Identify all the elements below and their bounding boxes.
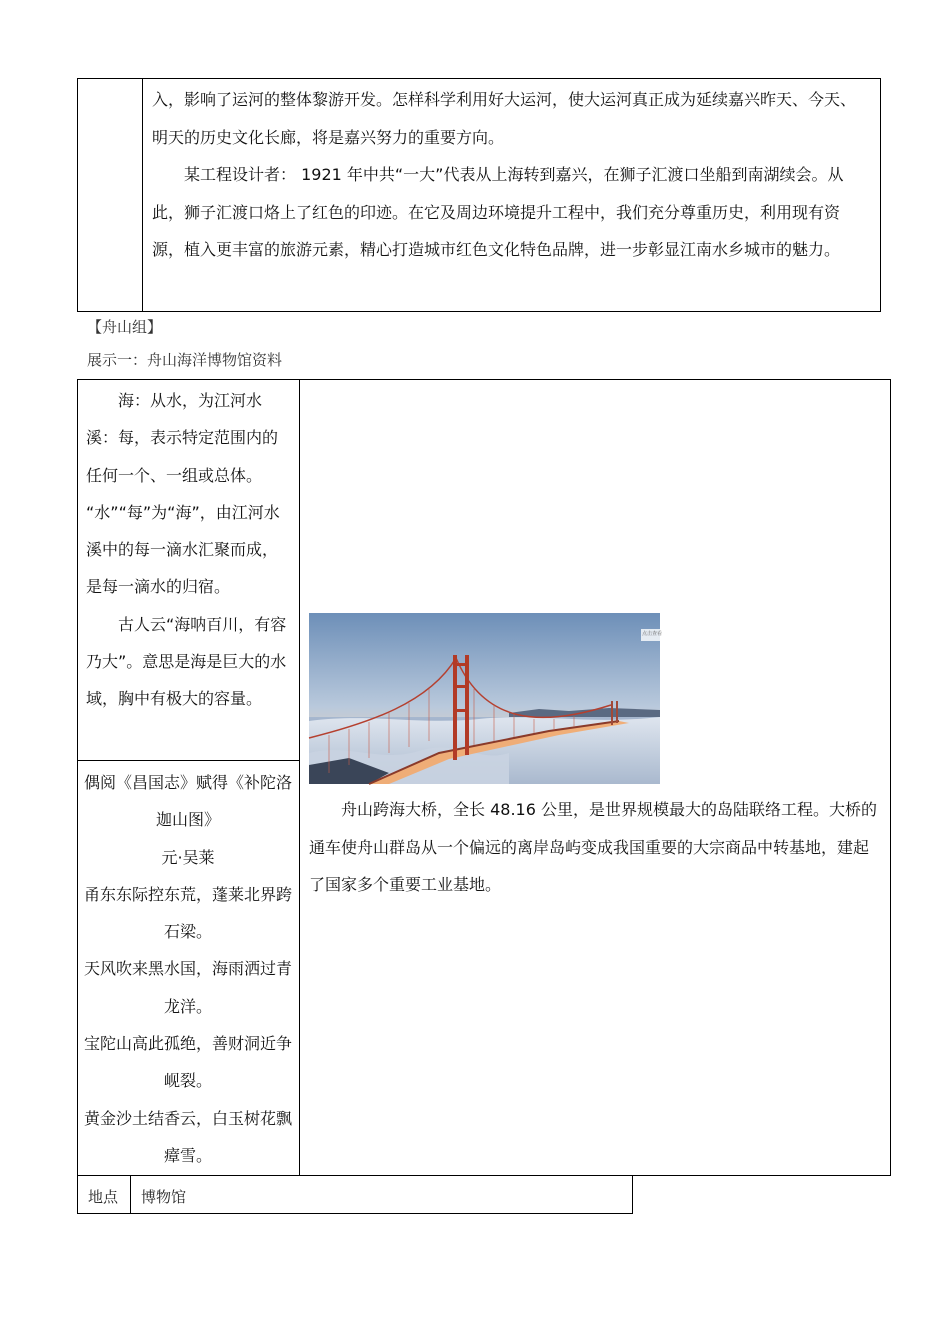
poem-author: 元·吴莱 (161, 847, 215, 867)
section-heading: 【舟山组】 (87, 318, 163, 336)
suspension-bridge-icon (309, 613, 663, 784)
top-table-text (152, 81, 864, 269)
poem-line: 黄金沙土结香云，白玉树花飘瘴雪。 (84, 1108, 293, 1165)
bridge-description (309, 791, 879, 904)
bridge-photo (309, 613, 663, 784)
left-cell-divider (77, 760, 299, 761)
sea-definition: 海：从水，为江河水溪：每，表示特定范围内的任何一个、一组或总体。 (86, 391, 279, 485)
poem-title: 偶阅《昌国志》赋得《补陀洛迦山图》 (84, 773, 293, 830)
sea-origin: “水”“每”为“海”，由江河水溪中的每一滴水汇聚而成，是每一滴水的归宿。 (86, 502, 280, 597)
sea-proverb: 古人云“海呐百川，有容乃大”。意思是海是巨大的水域，胸中有极大的容量。 (86, 614, 287, 709)
poem-line: 天风吹来黑水国，海雨洒过青龙洋。 (84, 959, 293, 1016)
top-paragraph-1: 入，影响了运河的整体黎游开发。怎样科学利用好大运河，使大运河真正成为延续嘉兴昨天、今天、明天的历史文化长廊，将是嘉兴努力的重要方向。 (152, 90, 857, 147)
location-label: 地点 (88, 1188, 119, 1206)
top-table-divider (142, 78, 143, 312)
location-value: 博物馆 (141, 1188, 187, 1206)
poem (84, 764, 292, 1174)
location-row-divider (130, 1176, 131, 1214)
bridge-text: 舟山跨海大桥，全长 48.16 公里，是世界规模最大的岛陆联络工程。大桥的通车使舟山群岛从一个偏远的离岸岛屿变成我国重要的大宗商品中转基地，建起了国家多个重要工业基地。 (309, 800, 877, 894)
top-paragraph-2: 某工程设计者： 1921 年中共“一大”代表从上海转到嘉兴，在狮子汇渡口坐船到南湖续会。从此，狮子汇渡口烙上了红色的印迹。在它及周边环境提升工程中，我们充分尊重历史，利用现有资源，植入更丰富的旅游元素，精心打造城市红色文化特色品牌，进一步彰显江南水乡城市的魅力。 (152, 165, 844, 259)
exhibit-subheading: 展示一：舟山海洋博物馆资料 (87, 351, 283, 369)
museum-table-divider (299, 379, 300, 1176)
photo-overlay-label: 点击查看 (642, 631, 663, 637)
poem-line: 宝陀山高此孤绝，善财洞近争岘裂。 (84, 1034, 293, 1091)
poem-line: 甬东东际控东荒，蓬莱北界跨石梁。 (84, 884, 293, 942)
sea-character-explanation (86, 382, 290, 718)
